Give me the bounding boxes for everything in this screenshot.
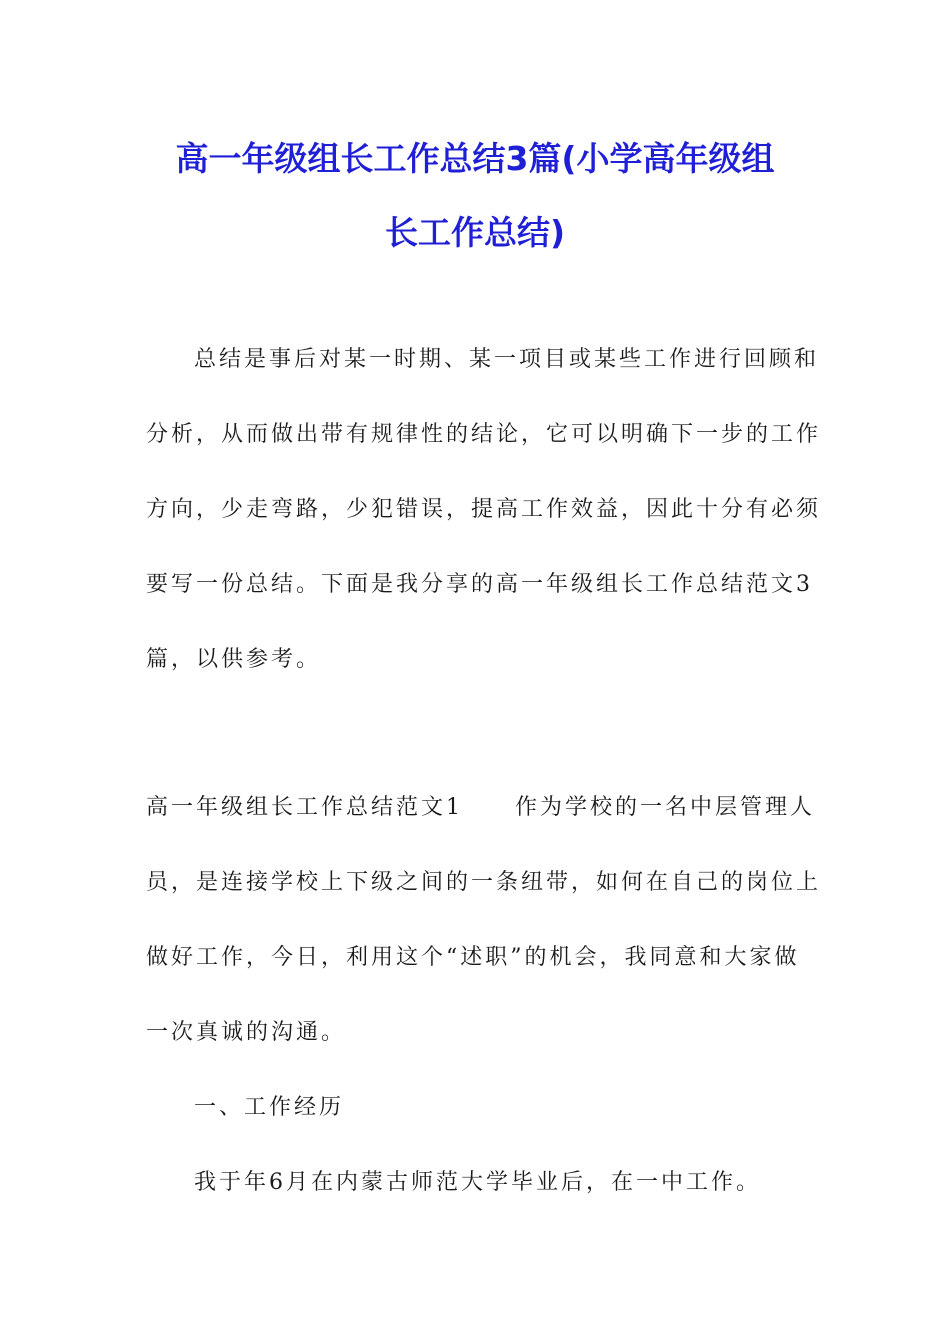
title-line-2: 长工作总结) [384, 213, 566, 252]
intro-line-2: 分析，从而做出带有规律性的结论，它可以明确下一步的工作 [146, 422, 822, 447]
intro-line-1: 总结是事后对某一时期、某一项目或某些工作进行回顾和 [194, 347, 820, 372]
section1-paragraph [146, 770, 822, 1070]
section1-line-1: 作为学校的一名中层管理人 [515, 795, 816, 820]
section1-first-line [146, 770, 816, 845]
experience-paragraph [146, 1145, 806, 1220]
section1-line-4: 一次真诚的沟通。 [146, 1020, 347, 1045]
intro-paragraph [146, 322, 822, 697]
experience-line: 我于年6月在内蒙古师范大学毕业后，在一中工作。 [194, 1170, 761, 1195]
subheading-paragraph [146, 1070, 806, 1145]
intro-line-3: 方向，少走弯路，少犯错误，提高工作效益，因此十分有必须 [146, 497, 822, 522]
intro-line-4: 要写一份总结。下面是我分享的高一年级组长工作总结范文3 [146, 572, 813, 597]
title-line-1: 高一年级组长工作总结3篇(小学高年级组 [175, 139, 775, 178]
section1-line-3: 做好工作，今日，利用这个“述职”的机会，我同意和大家做 [146, 945, 800, 970]
document-title [120, 122, 830, 270]
intro-line-5: 篇，以供参考。 [146, 647, 322, 672]
section1-heading: 高一年级组长工作总结范文1 [146, 795, 463, 820]
section1-line-2: 员，是连接学校上下级之间的一条纽带，如何在自己的岗位上 [146, 870, 822, 895]
subheading-experience: 一、工作经历 [194, 1095, 345, 1120]
